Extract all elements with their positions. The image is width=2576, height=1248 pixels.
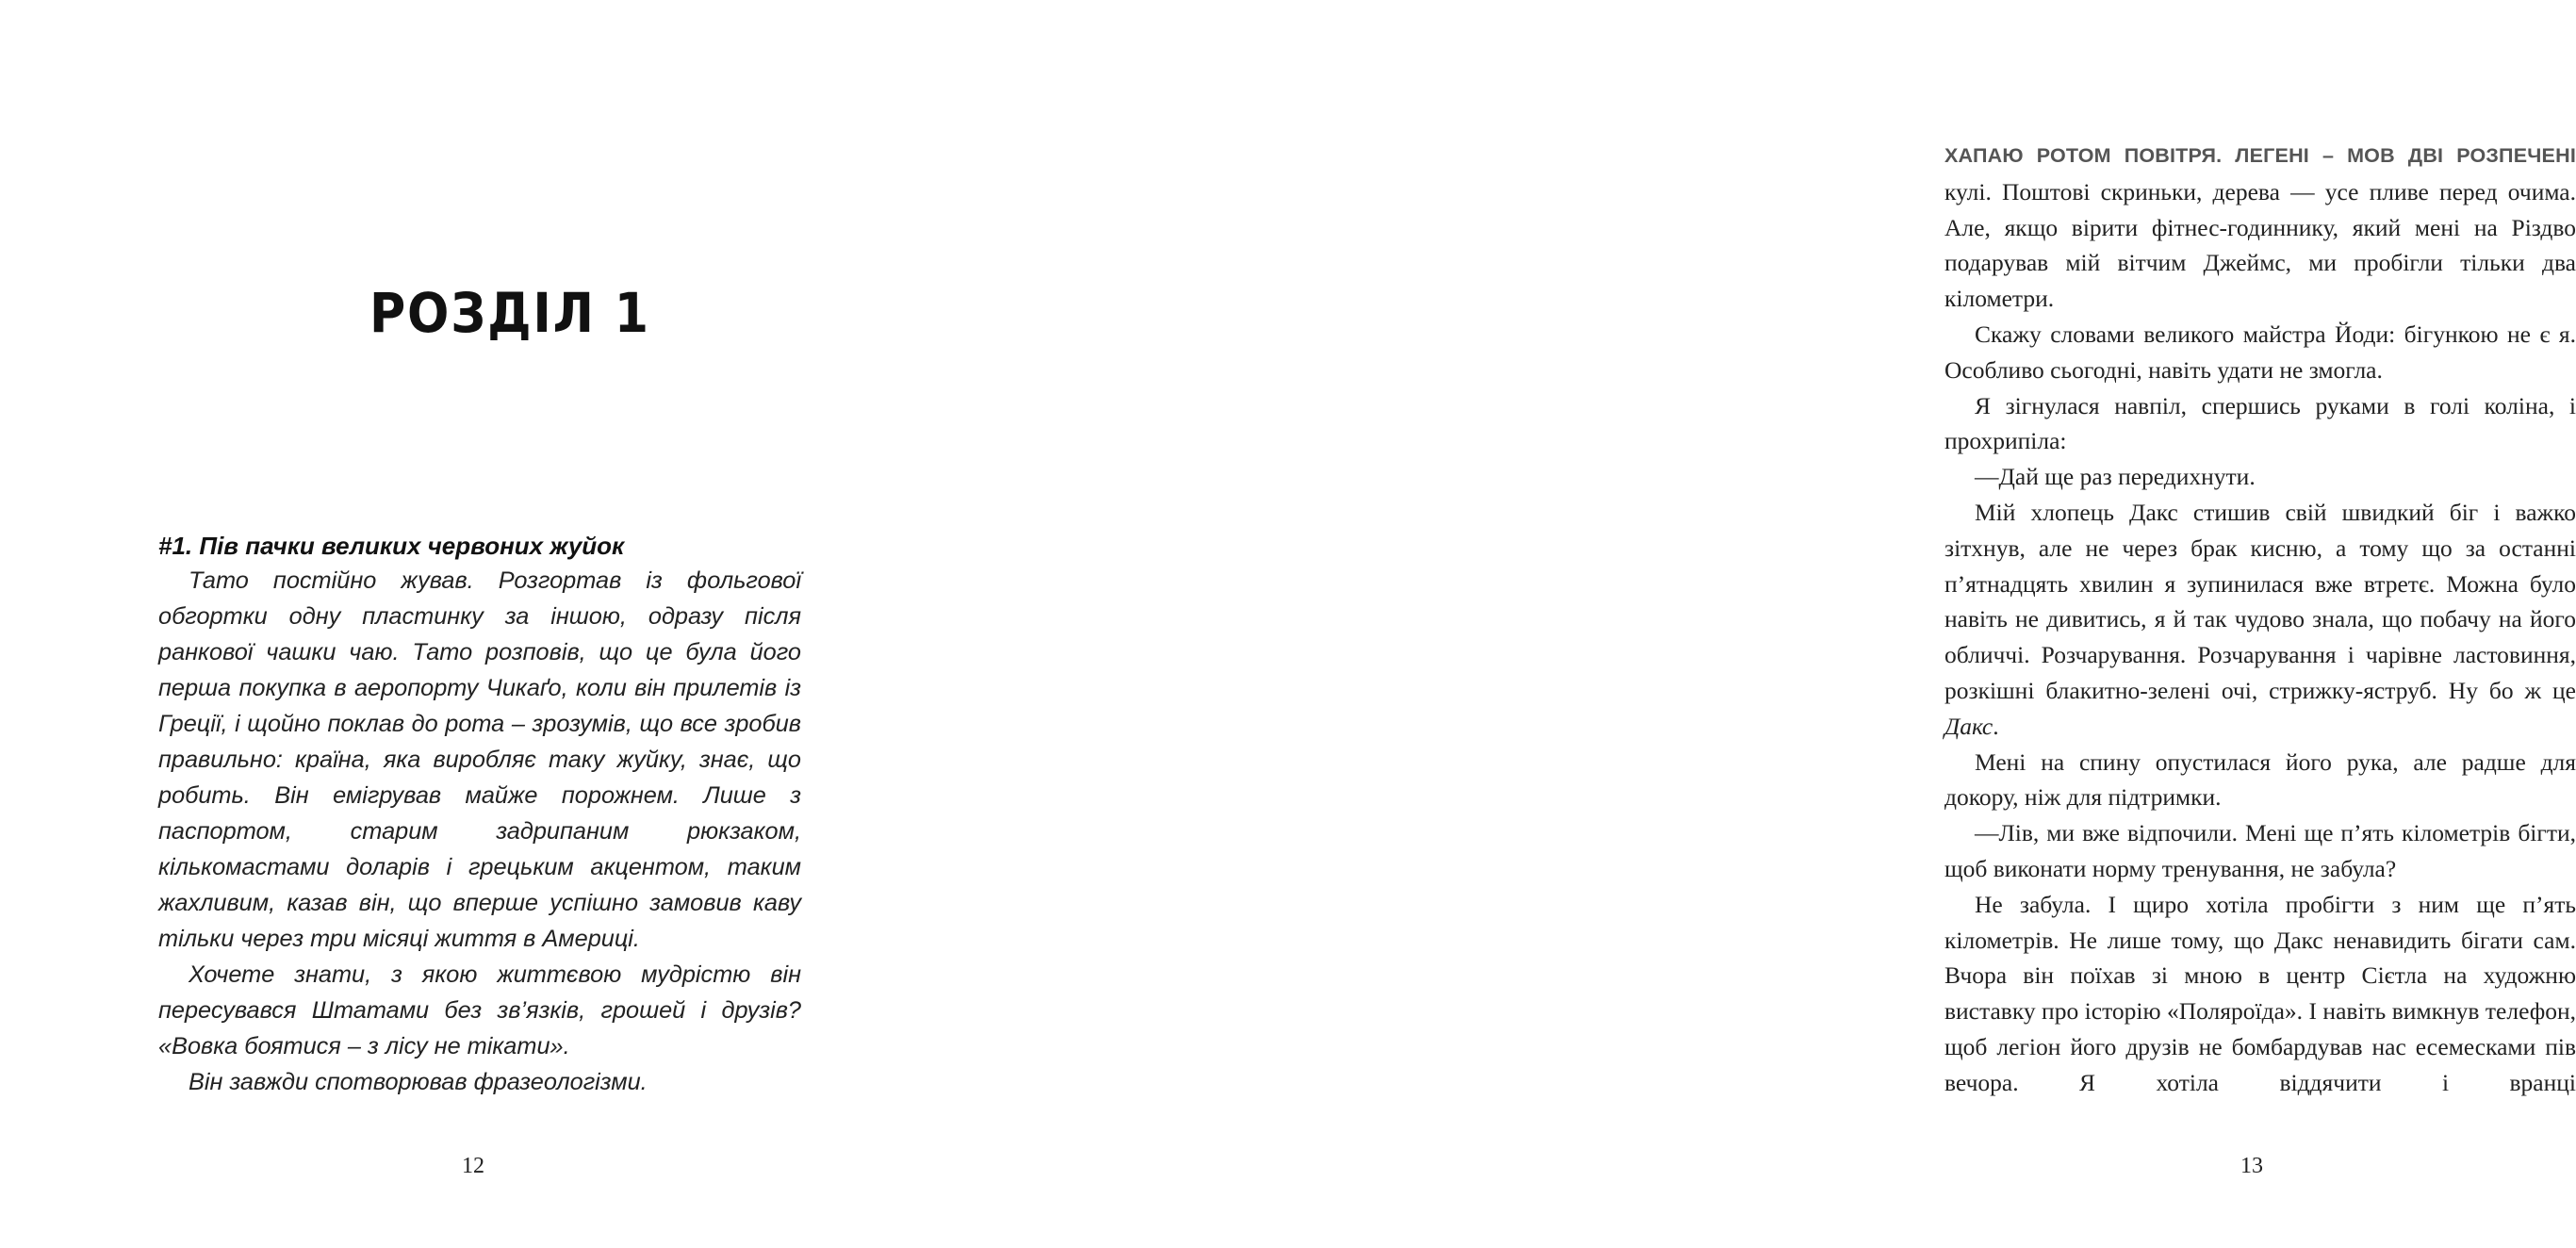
left-page: [0, 0, 905, 1248]
paragraph: Не забула. І щиро хотіла пробігти з ним ще п’ять кілометрів. Не лише тому, що Дакс ненавидить бігати сам. Вчора він поїхав зі мною в центр Сієтла на художню виставку про історію «Поляроїда». І навіть вимкнув телефон, щоб легіон його друзів не бомбардував нас есемесками пів вечора. Я хотіла віддячити і вранці: [1944, 890, 2576, 1096]
paragraph: Скажу словами великого майстра Йоди: бігункою не є я. Особливо сьогодні, навіть удати не змогла.: [1944, 320, 2576, 384]
chapter-title: РОЗДІЛ 1: [369, 281, 650, 345]
paragraph: Мені на спину опустилася його рука, але радше для докору, ніж для підтримки.: [1944, 747, 2576, 812]
paragraph-text: Мій хлопець Дакс стишив свій швидкий біг і важко зітхнув, але не через брак кисню, а тому що за останні п’ятнадцять хвилин я зупинилася вже втретє. Можна було навіть не дивитись, я й так чудово знала, що побачу на його обличчі. Розчарування. Розчарування і чарівне ластовиння, розкішні блакитно-зелені очі, стрижку-яструб. Ну бо ж це: [1944, 498, 2576, 704]
paragraph: Він завжди спотворював фразеологізми.: [189, 1069, 648, 1095]
dialogue-line: —Лів, ми вже відпочили. Мені ще п’ять кілометрів бігти, щоб виконати норму тренування, не забула?: [1944, 819, 2576, 882]
right-page: [905, 0, 2576, 1248]
section-heading: #1. Пів пачки великих червоних жуйок: [158, 532, 625, 560]
right-body-text: [1944, 137, 2576, 1101]
paragraph: Хочете знати, з якою життєвою мудрістю він пересувався Штатами без зв’язків, грошей і друзів? «Вовка боятися – з лісу не тікати».: [158, 961, 801, 1059]
left-body-text: [158, 563, 801, 1100]
paragraph: Я зігнулася навпіл, спершись руками в голі коліна, і прохрипіла:: [1944, 391, 2576, 455]
page-number: 12: [462, 1154, 484, 1178]
paragraph: Тато постійно жував. Розгортав із фольгової обгортки одну пластинку за іншою, одразу після ранкової чашки чаю. Тато розповів, що це була його перша покупка в аеропорту Чикаґо, коли він прилетів із Греції, і щойно поклав до рота – зрозумів, що все зробив правильно: країна, яка виробляє таку жуйку, знає, що робить. Він емігрував майже порожнем. Лише з паспортом, старим задрипаним рюкзаком, кількомастами доларів і грецьким акцентом, таким жахливим, казав він, що вперше успішно замовив каву тільки через три місяці життя в Америці.: [158, 567, 801, 952]
page-number: 13: [2240, 1154, 2263, 1178]
lead-line: [1944, 137, 2576, 174]
paragraph: кулі. Поштові скриньки, дерева — усе пливе перед очима. Але, якщо вірити фітнес-годиннику, який мені на Різдво подарував мій вітчим Джеймс, ми пробігли тільки два кілометри.: [1944, 177, 2576, 313]
paragraph: [1944, 495, 2576, 745]
emphasis: Дакс: [1944, 712, 1994, 740]
paragraph-text: .: [1993, 712, 1999, 740]
lead-caps: ХАПАЮ РОТОМ ПОВІТРЯ. ЛЕГЕНІ – МОВ ДВІ РОЗПЕЧЕНІ: [1944, 144, 2576, 167]
dialogue-line: —Дай ще раз передихнути.: [1975, 463, 2256, 491]
